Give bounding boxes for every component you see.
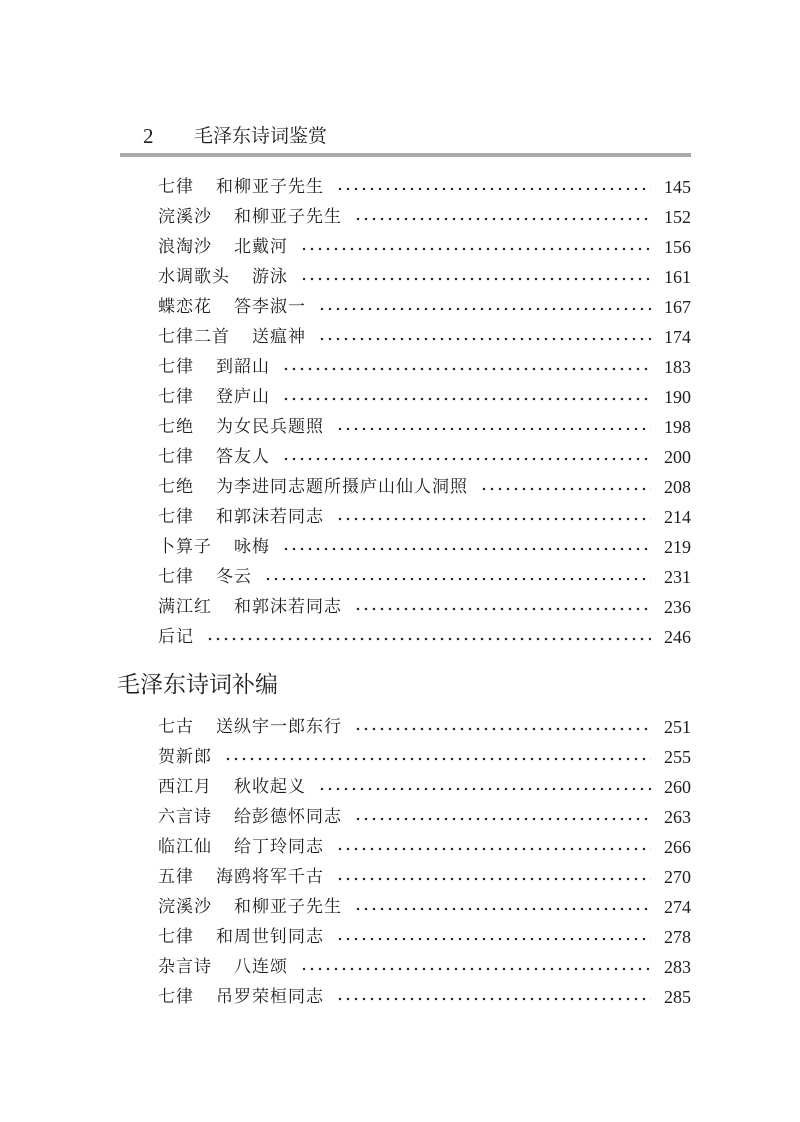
toc-entry bbox=[158, 502, 691, 532]
toc-entry bbox=[158, 592, 691, 622]
toc-entry-page: 152 bbox=[664, 207, 691, 227]
dot-leader bbox=[300, 952, 651, 982]
toc-entry bbox=[158, 802, 691, 832]
toc-entry-genre: 七律 bbox=[158, 177, 194, 197]
toc-entry-title: 秋收起义 bbox=[234, 777, 306, 797]
page-number: 2 bbox=[143, 124, 154, 148]
toc-entry-genre: 七律 bbox=[158, 567, 194, 587]
dot-leader bbox=[336, 862, 651, 892]
toc-entry-page: 183 bbox=[664, 357, 691, 377]
toc-entry-title: 和柳亚子先生 bbox=[234, 207, 342, 227]
toc-entry-genre: 七律 bbox=[158, 357, 194, 377]
toc-entry-genre: 五律 bbox=[158, 867, 194, 887]
toc-entry-genre: 浣溪沙 bbox=[158, 897, 212, 917]
toc-entry bbox=[158, 532, 691, 562]
toc-entry-title: 和周世钊同志 bbox=[216, 927, 324, 947]
toc-entry-page: 231 bbox=[664, 567, 691, 587]
toc-entry-genre: 水调歌头 bbox=[158, 267, 230, 287]
toc-entry-page: 190 bbox=[664, 387, 691, 407]
toc-entry-title: 送瘟神 bbox=[252, 327, 306, 347]
dot-leader bbox=[336, 502, 651, 532]
dot-leader bbox=[480, 472, 651, 502]
toc-entry bbox=[158, 832, 691, 862]
dot-leader bbox=[354, 202, 651, 232]
toc-entry-genre: 满江红 bbox=[158, 597, 212, 617]
toc-entry-title: 北戴河 bbox=[234, 237, 288, 257]
dot-leader bbox=[318, 322, 651, 352]
toc-entry-page: 246 bbox=[664, 627, 691, 647]
dot-leader bbox=[282, 532, 651, 562]
toc-entry bbox=[158, 262, 691, 292]
toc-entry-title: 为女民兵题照 bbox=[216, 417, 324, 437]
toc-entry bbox=[158, 322, 691, 352]
toc-entry-page: 266 bbox=[664, 837, 691, 857]
toc-entry-page: 174 bbox=[664, 327, 691, 347]
toc-entry-title: 答友人 bbox=[216, 447, 270, 467]
toc-entry-title: 答李淑一 bbox=[234, 297, 306, 317]
dot-leader bbox=[354, 712, 651, 742]
dot-leader bbox=[206, 622, 651, 652]
dot-leader bbox=[354, 892, 651, 922]
dot-leader bbox=[336, 832, 651, 862]
toc-list-main bbox=[158, 172, 691, 652]
dot-leader bbox=[318, 292, 651, 322]
toc-entry-genre: 七律 bbox=[158, 987, 194, 1007]
toc-entry-title: 给彭德怀同志 bbox=[234, 807, 342, 827]
toc-entry-page: 156 bbox=[664, 237, 691, 257]
toc-entry-page: 263 bbox=[664, 807, 691, 827]
toc-entry-page: 251 bbox=[664, 717, 691, 737]
toc-entry-title: 和柳亚子先生 bbox=[216, 177, 324, 197]
toc-entry-genre: 卜算子 bbox=[158, 537, 212, 557]
toc-entry-title: 吊罗荣桓同志 bbox=[216, 987, 324, 1007]
dot-leader bbox=[336, 172, 651, 202]
dot-leader bbox=[354, 592, 651, 622]
toc-entry-page: 145 bbox=[664, 177, 691, 197]
toc-entry-page: 219 bbox=[664, 537, 691, 557]
toc-entry-genre: 杂言诗 bbox=[158, 957, 212, 977]
toc-entry-title: 给丁玲同志 bbox=[234, 837, 324, 857]
toc-entry-title: 到韶山 bbox=[216, 357, 270, 377]
toc-list-supplement bbox=[158, 712, 691, 1012]
dot-leader bbox=[282, 352, 651, 382]
toc-entry-genre: 蝶恋花 bbox=[158, 297, 212, 317]
toc-entry bbox=[158, 742, 691, 772]
toc-entry-title: 和郭沫若同志 bbox=[216, 507, 324, 527]
toc-entry-title: 为李进同志题所摄庐山仙人洞照 bbox=[216, 477, 468, 497]
toc-entry-genre: 浣溪沙 bbox=[158, 207, 212, 227]
toc-entry-title: 咏梅 bbox=[234, 537, 270, 557]
toc-entry-page: 198 bbox=[664, 417, 691, 437]
toc-entry bbox=[158, 952, 691, 982]
toc-entry-page: 274 bbox=[664, 897, 691, 917]
toc-entry-genre: 西江月 bbox=[158, 777, 212, 797]
toc-entry-page: 260 bbox=[664, 777, 691, 797]
page-header bbox=[120, 121, 691, 151]
toc-entry bbox=[158, 412, 691, 442]
toc-entry-title: 登庐山 bbox=[216, 387, 270, 407]
toc-entry-genre: 七古 bbox=[158, 717, 194, 737]
toc-entry-title: 送纵宇一郎东行 bbox=[216, 717, 342, 737]
dot-leader bbox=[336, 982, 651, 1012]
toc-entry-page: 208 bbox=[664, 477, 691, 497]
toc-entry-title: 和柳亚子先生 bbox=[234, 897, 342, 917]
toc-entry-genre: 七律 bbox=[158, 927, 194, 947]
toc-entry-page: 161 bbox=[664, 267, 691, 287]
toc-entry-page: 278 bbox=[664, 927, 691, 947]
toc-entry bbox=[158, 712, 691, 742]
toc-entry-genre: 七律 bbox=[158, 507, 194, 527]
toc-entry-page: 283 bbox=[664, 957, 691, 977]
dot-leader bbox=[264, 562, 651, 592]
dot-leader bbox=[282, 382, 651, 412]
section-heading: 毛泽东诗词补编 bbox=[117, 672, 278, 698]
toc-entry-title: 八连颂 bbox=[234, 957, 288, 977]
toc-entry-genre: 贺新郎 bbox=[158, 747, 212, 767]
toc-entry-page: 214 bbox=[664, 507, 691, 527]
toc-entry-genre: 浪淘沙 bbox=[158, 237, 212, 257]
toc-entry-genre: 七绝 bbox=[158, 477, 194, 497]
toc-entry-genre: 六言诗 bbox=[158, 807, 212, 827]
toc-entry bbox=[158, 172, 691, 202]
toc-entry bbox=[158, 862, 691, 892]
toc-entry-title: 游泳 bbox=[252, 267, 288, 287]
toc-entry-genre: 后记 bbox=[158, 627, 194, 647]
toc-entry-title: 和郭沫若同志 bbox=[234, 597, 342, 617]
toc-entry bbox=[158, 472, 691, 502]
toc-entry bbox=[158, 982, 691, 1012]
toc-entry-genre: 七律 bbox=[158, 387, 194, 407]
toc-entry-page: 236 bbox=[664, 597, 691, 617]
running-title: 毛泽东诗词鉴赏 bbox=[194, 125, 328, 147]
toc-entry-page: 255 bbox=[664, 747, 691, 767]
dot-leader bbox=[354, 802, 651, 832]
toc-entry bbox=[158, 382, 691, 412]
toc-entry-page: 167 bbox=[664, 297, 691, 317]
toc-entry bbox=[158, 562, 691, 592]
dot-leader bbox=[224, 742, 651, 772]
toc-entry bbox=[158, 202, 691, 232]
dot-leader bbox=[300, 232, 651, 262]
toc-entry bbox=[158, 352, 691, 382]
toc-entry bbox=[158, 232, 691, 262]
toc-entry-page: 200 bbox=[664, 447, 691, 467]
toc-entry bbox=[158, 292, 691, 322]
toc-entry-title: 海鸥将军千古 bbox=[216, 867, 324, 887]
toc-entry-page: 270 bbox=[664, 867, 691, 887]
toc-entry-page: 285 bbox=[664, 987, 691, 1007]
toc-entry bbox=[158, 922, 691, 952]
toc-entry bbox=[158, 892, 691, 922]
dot-leader bbox=[300, 262, 651, 292]
toc-entry-genre: 临江仙 bbox=[158, 837, 212, 857]
dot-leader bbox=[336, 412, 651, 442]
toc-entry-genre: 七律 bbox=[158, 447, 194, 467]
toc-entry bbox=[158, 442, 691, 472]
toc-entry bbox=[158, 622, 691, 652]
toc-entry-title: 冬云 bbox=[216, 567, 252, 587]
toc-entry bbox=[158, 772, 691, 802]
dot-leader bbox=[282, 442, 651, 472]
toc-entry-genre: 七律二首 bbox=[158, 327, 230, 347]
header-rule bbox=[120, 153, 691, 157]
toc-entry-genre: 七绝 bbox=[158, 417, 194, 437]
dot-leader bbox=[336, 922, 651, 952]
dot-leader bbox=[318, 772, 651, 802]
